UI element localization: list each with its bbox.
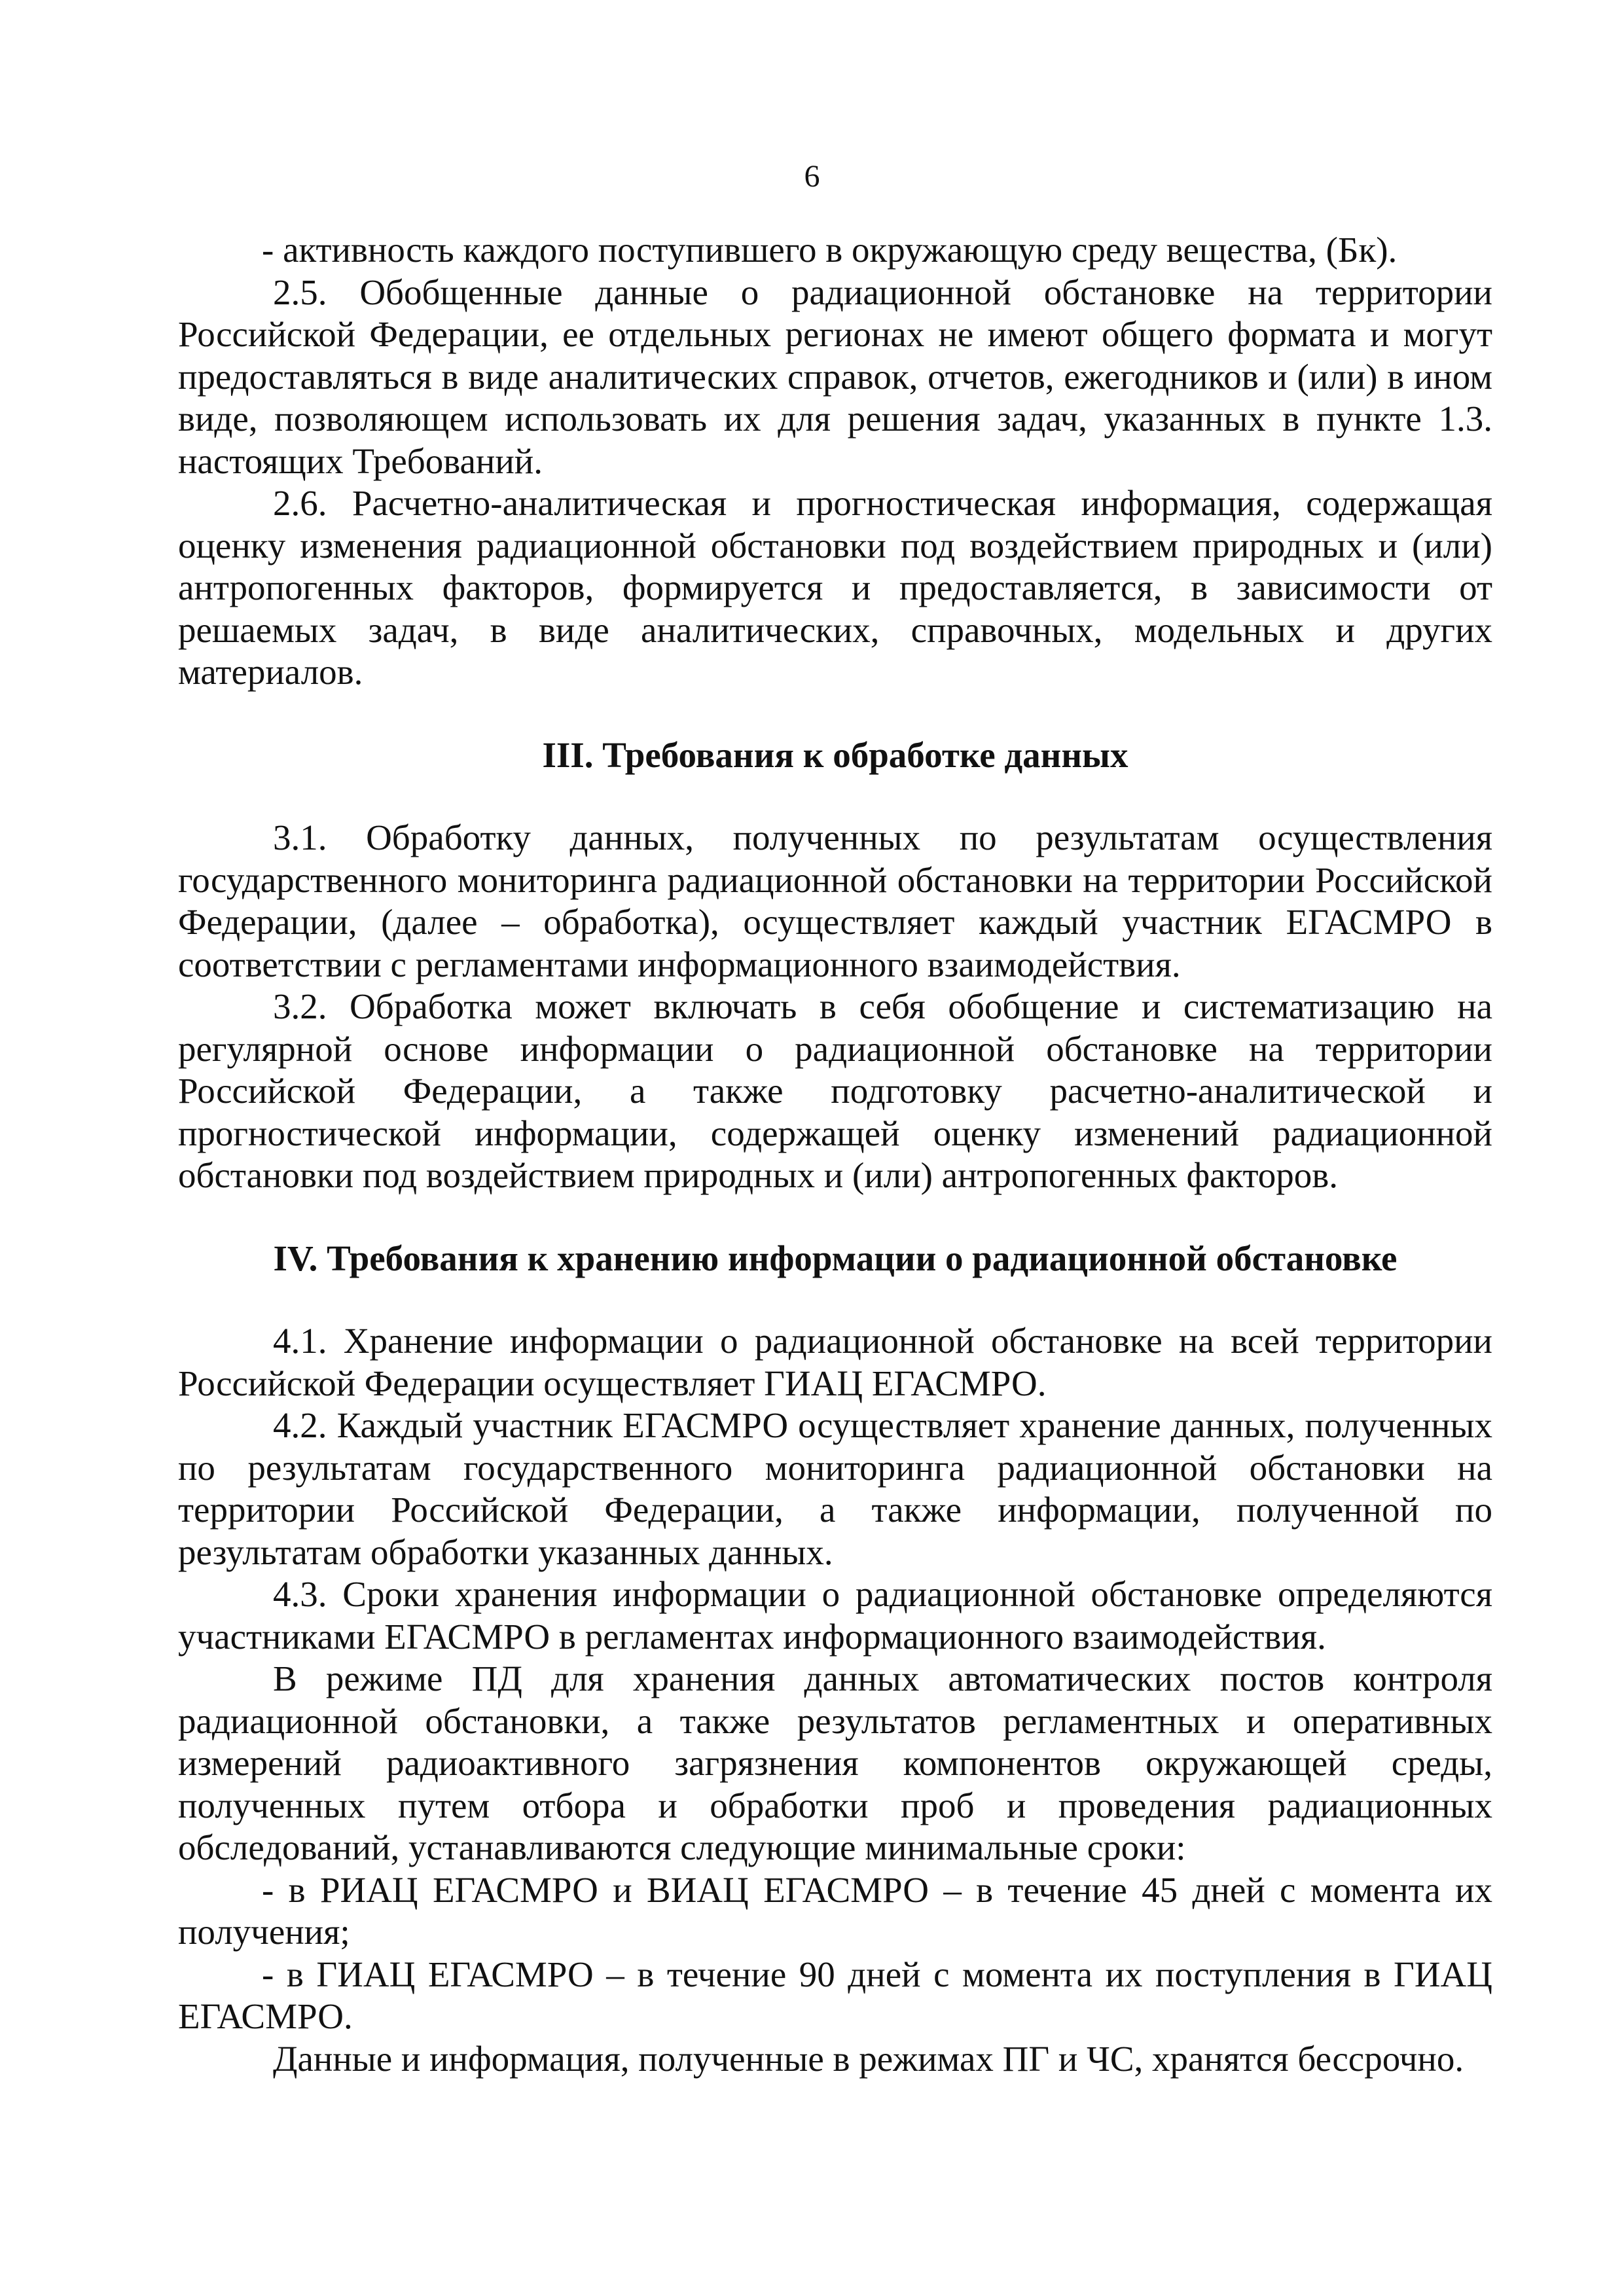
paragraph-3-2: 3.2. Обработка может включать в себя обобщение и систематизацию на регулярной основе информации о радиационной обстановке на территории Российской Федерации, а также подготовку расчетно-аналитической и прогностической информации, содержащей оценку изменений радиационной обстановки под воздействием природных и (или) антропогенных факторов.: [178, 986, 1492, 1195]
paragraph-2-5: 2.5. Обобщенные данные о радиационной обстановке на территории Российской Федерации, ее отдельных регионах не имеют общего формата и могут предоставляться в виде аналитических справок, отчетов, ежегодников и (или) в ином виде, позволяющем использовать их для решения задач, указанных в пункте 1.3. настоящих Требований.: [178, 272, 1492, 481]
list-item-activity: - активность каждого поступившего в окружающую среду вещества, (Бк).: [262, 230, 1398, 270]
paragraph-4-2: 4.2. Каждый участник ЕГАСМРО осуществляет хранение данных, полученных по результатам государственного мониторинга радиационной обстановки на территории Российской Федерации, а также информации, полученной по результатам обработки указанных данных.: [178, 1405, 1492, 1572]
page-number: 6: [804, 159, 820, 194]
document-body: [178, 229, 1492, 2080]
paragraph-final: Данные и информация, полученные в режимах ПГ и ЧС, хранятся бессрочно.: [273, 2038, 1464, 2079]
list-item-riac-viac: - в РИАЦ ЕГАСМРО и ВИАЦ ЕГАСМРО – в течение 45 дней с момента их получения;: [178, 1869, 1492, 1952]
paragraph-4-3: 4.3. Сроки хранения информации о радиационной обстановке определяются участниками ЕГАСМРО в регламентах информационного взаимодействия.: [178, 1574, 1492, 1657]
paragraph-pd-mode: В режиме ПД для хранения данных автоматических постов контроля радиационной обстановки, а также результатов регламентных и оперативных измерений радиоактивного загрязнения компонентов окружающей среды, полученных путем отбора и обработки проб и проведения радиационных обследований, устанавливаются следующие минимальные сроки:: [178, 1659, 1492, 1867]
section-heading-iv: IV. Требования к хранению информации о радиационной обстановке: [273, 1238, 1398, 1278]
list-item-giac: - в ГИАЦ ЕГАСМРО – в течение 90 дней с момента их поступления в ГИАЦ ЕГАСМРО.: [178, 1954, 1492, 2036]
paragraph-3-1: 3.1. Обработку данных, полученных по результатам осуществления государственного мониторинга радиационной обстановки на территории Российской Федерации, (далее – обработка), осуществляет каждый участник ЕГАСМРО в соответствии с регламентами информационного взаимодействия.: [178, 817, 1492, 984]
section-heading-iii: III. Требования к обработке данных: [542, 734, 1128, 775]
paragraph-4-1: 4.1. Хранение информации о радиационной обстановке на всей территории Российской Федерации осуществляет ГИАЦ ЕГАСМРО.: [178, 1321, 1492, 1403]
paragraph-2-6: 2.6. Расчетно-аналитическая и прогностическая информация, содержащая оценку изменения радиационной обстановки под воздействием природных и (или) антропогенных факторов, формируется и предоставляется, в зависимости от решаемых задач, в виде аналитических, справочных, модельных и других материалов.: [178, 483, 1492, 692]
